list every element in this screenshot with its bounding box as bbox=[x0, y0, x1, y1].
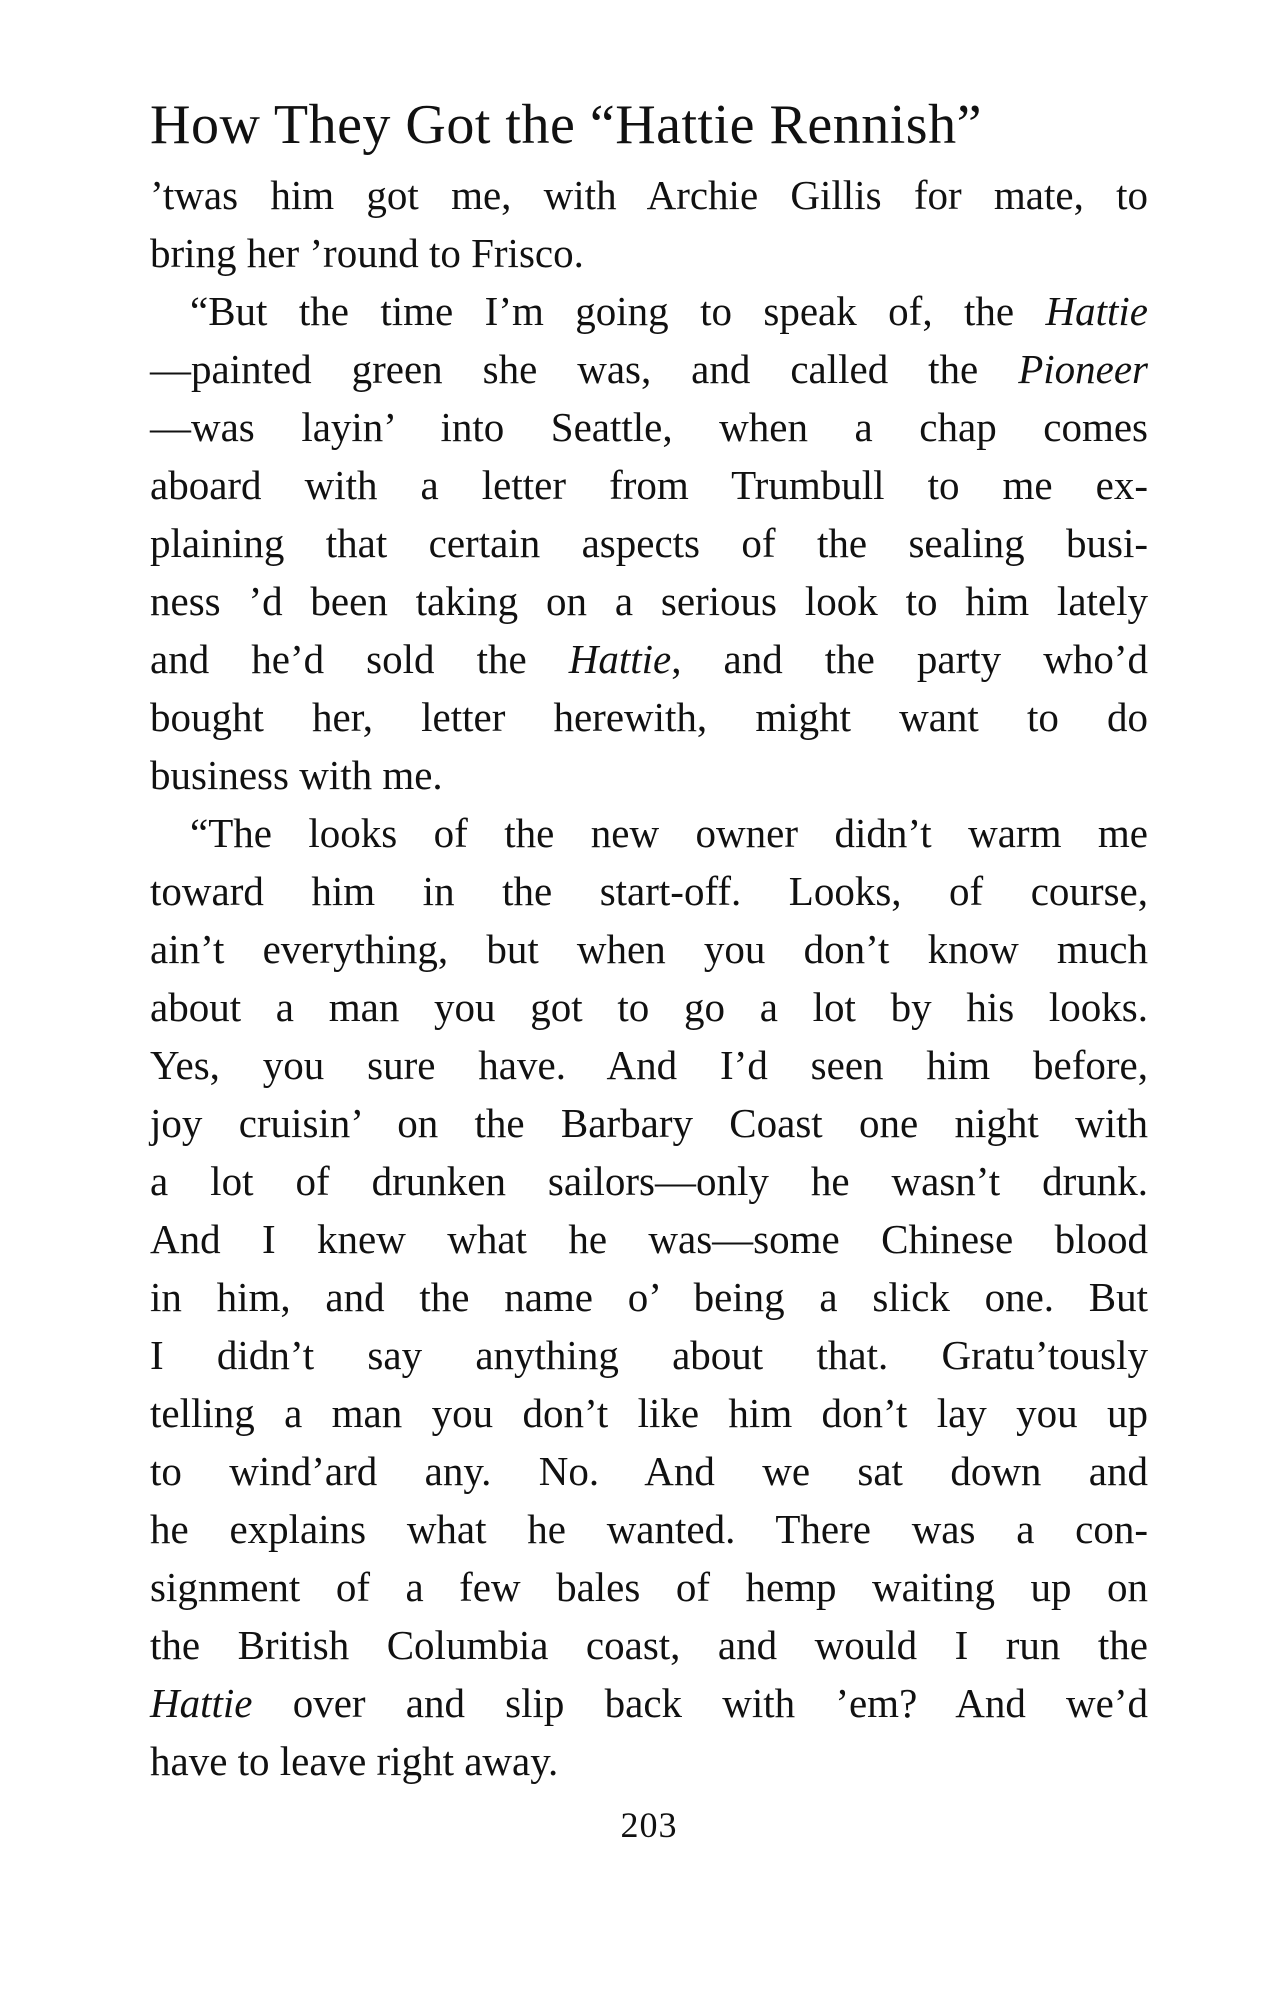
text-line: And I knew what he was—some Chinese blood bbox=[150, 1216, 1148, 1262]
text-line: Yes, you sure have. And I’d seen him before, bbox=[150, 1042, 1148, 1088]
text-line: —painted green she was, and called the Pioneer bbox=[150, 346, 1148, 392]
text-line: I didn’t say anything about that. Gratu’tously bbox=[150, 1332, 1148, 1378]
text-line: have to leave right away. bbox=[150, 1738, 559, 1784]
text-line: a lot of drunken sailors—only he wasn’t drunk. bbox=[150, 1158, 1148, 1204]
text-line: Hattie over and slip back with ’em? And we’d bbox=[150, 1680, 1148, 1726]
text-line: joy cruisin’ on the Barbary Coast one night with bbox=[150, 1100, 1148, 1146]
text-line: aboard with a letter from Trumbull to me ex- bbox=[150, 462, 1148, 508]
text-line: and he’d sold the Hattie, and the party who’d bbox=[150, 636, 1149, 682]
page-number: 203 bbox=[620, 1805, 678, 1845]
text-line: toward him in the start-off. Looks, of course, bbox=[150, 868, 1148, 914]
text-line: telling a man you don’t like him don’t lay you up bbox=[150, 1390, 1148, 1436]
text-line: plaining that certain aspects of the sealing busi- bbox=[150, 520, 1148, 566]
text-line: in him, and the name o’ being a slick one. But bbox=[150, 1274, 1148, 1320]
text-line: “But the time I’m going to speak of, the Hattie bbox=[190, 288, 1148, 334]
text-line: about a man you got to go a lot by his looks. bbox=[150, 984, 1148, 1030]
text-line: ain’t everything, but when you don’t know much bbox=[150, 926, 1148, 972]
text-line: ness ’d been taking on a serious look to him lately bbox=[150, 578, 1148, 624]
book-page bbox=[150, 90, 1148, 1850]
text-line: ’twas him got me, with Archie Gillis for mate, to bbox=[150, 172, 1148, 218]
text-line: to wind’ard any. No. And we sat down and bbox=[150, 1448, 1148, 1494]
body-text bbox=[150, 166, 1148, 1790]
text-line: signment of a few bales of hemp waiting up on bbox=[150, 1564, 1148, 1610]
text-line: he explains what he wanted. There was a con- bbox=[150, 1506, 1148, 1552]
text-line: business with me. bbox=[150, 752, 443, 798]
text-line: “The looks of the new owner didn’t warm me bbox=[190, 810, 1148, 856]
running-head: How They Got the “Hattie Rennish” bbox=[150, 94, 982, 156]
text-line: bought her, letter herewith, might want to do bbox=[150, 694, 1148, 740]
text-line: —was layin’ into Seattle, when a chap comes bbox=[150, 404, 1148, 450]
text-line: the British Columbia coast, and would I run the bbox=[150, 1622, 1148, 1668]
text-line: bring her ’round to Frisco. bbox=[150, 230, 584, 276]
